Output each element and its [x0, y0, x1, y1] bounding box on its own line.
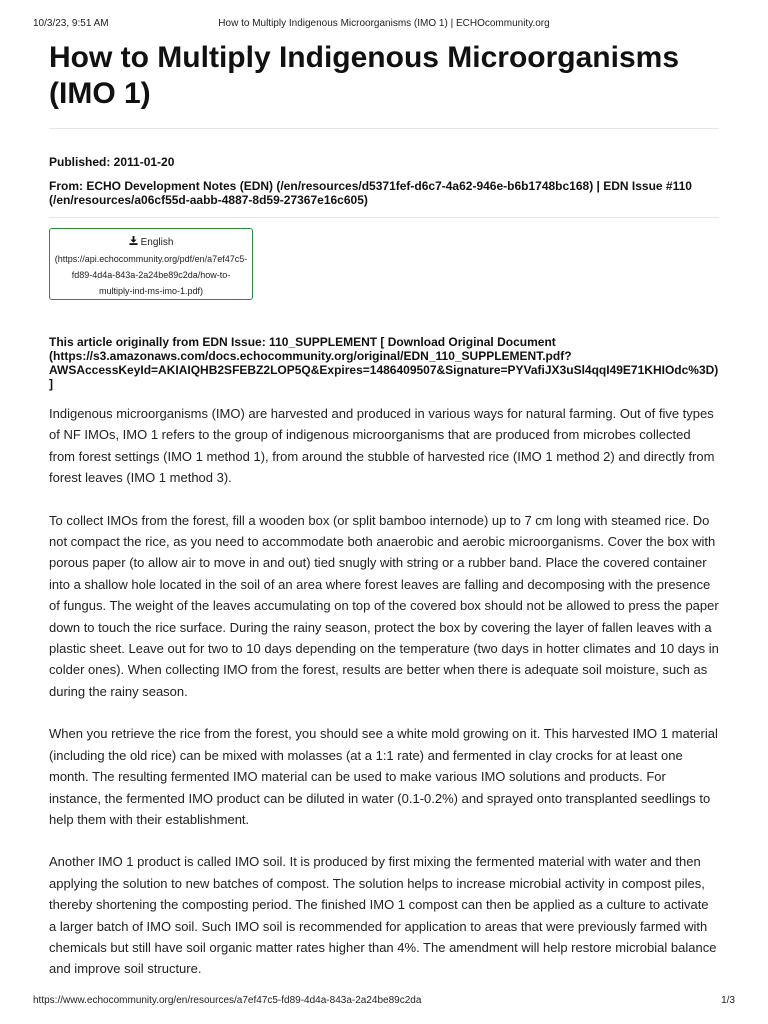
download-icon — [129, 234, 138, 250]
print-datetime: 10/3/23, 9:51 AM — [33, 18, 109, 29]
published-date: Published: 2011-01-20 — [49, 155, 175, 169]
source-info[interactable]: From: ECHO Development Notes (EDN) (/en/resources/d5371fef-d6c7-4a62-946e-b6b1748bc168) | EDN Issue #110 (/en/resources/a06cf55d-aabb-4887-8d59-27367e16c605) — [49, 179, 692, 207]
paragraph: When you retrieve the rice from the forest, you should see a white mold growing on it. This harvested IMO 1 material (including the old rice) can be mixed with molasses (at a 1:1 rate) and fermented in clay crocks for at least one month. The resulting fermented IMO material can be used to make various IMO solutions and products. For instance, the fermented IMO product can be diluted in water (0.1-0.2%) and sprayed onto transplanted seedlings to help them with their establishment. — [49, 726, 718, 827]
page-title: How to Multiply Indigenous Microorganisms (IMO 1) — [49, 41, 680, 110]
download-english-button[interactable] — [49, 228, 253, 300]
download-language: English — [140, 237, 174, 248]
article — [49, 40, 719, 1001]
print-footer — [33, 995, 735, 1009]
page-number: 1/3 — [721, 995, 735, 1006]
download-link-line: multiply-ind-ms-imo-1.pdf) — [98, 286, 204, 296]
download-link-line: (https://api.echocommunity.org/pdf/en/a7ef47c5- — [54, 254, 248, 264]
download-link-line: fd89-4d4a-843a-2a24be89c2da/how-to- — [71, 270, 231, 280]
paragraph: Another IMO 1 product is called IMO soil. It is produced by first mixing the fermented material with water and then applying the solution to new batches of compost. The solution helps to increase microbial activity in compost piles, thereby shortening the composting period. The finished IMO 1 compost can then be applied as a culture to activate a larger batch of IMO soil. Such IMO soil is recommended for application to areas that were previously farmed with chemicals but still have soil organic matter rates higher than 4%. The amendment will help restore microbial balance and improve soil structure. — [49, 854, 717, 977]
print-page-title: How to Multiply Indigenous Microorganisms (IMO 1) | ECHOcommunity.org — [218, 18, 550, 29]
article-body — [49, 403, 719, 980]
paragraph: To collect IMOs from the forest, fill a wooden box (or split bamboo internode) up to 7 cm long with steamed rice. Do not compact the rice, as you need to accommodate both anaerobic and aerobic microorganisms. Cover the box with porous paper (to allow air to move in and out) tied snugly with string or a rubber band. Place the covered container into a shallow hole located in the soil of an area where forest leaves are falling and decomposing with the presence of fungus. The weight of the leaves accumulating on top of the covered box should not be allowed to press the paper down to touch the rice surface. During the rainy season, protect the box by covering the layer of fallen leaves with a plastic sheet. Leave out for two to 10 days depending on the temperature (two days in hotter climates and 10 days in colder ones). When collecting IMO from the forest, results are better when there is adequate soil moisture, such as during the rainy season. — [49, 512, 719, 699]
paragraph: Indigenous microorganisms (IMO) are harvested and produced in various ways for natural farming. Out of five types of NF IMOs, IMO 1 refers to the group of indigenous microorganisms that are produced from microbes collected from forest settings (IMO 1 method 1), from around the stubble of harvested rice (IMO 1 method 2) and directly from forest leaves (IMO 1 method 3). — [49, 406, 715, 486]
print-header — [33, 18, 735, 32]
divider — [49, 128, 719, 129]
original-document-note[interactable]: This article originally from EDN Issue: 110_SUPPLEMENT [ Download Original Document (https://s3.amazonaws.com/docs.echocommunity.org/original/EDN_110_SUPPLEMENT.pdf?AWSAccessKeyId=AKIAIQHB2SFEBZ2LOP5Q&Expires=1486409507&Signature=PYVafiJX3uSl4qqI49E71KHIOdc%3D) ] — [49, 335, 719, 391]
print-url: https://www.echocommunity.org/en/resources/a7ef47c5-fd89-4d4a-843a-2a24be89c2da — [33, 995, 422, 1006]
divider — [49, 217, 719, 218]
